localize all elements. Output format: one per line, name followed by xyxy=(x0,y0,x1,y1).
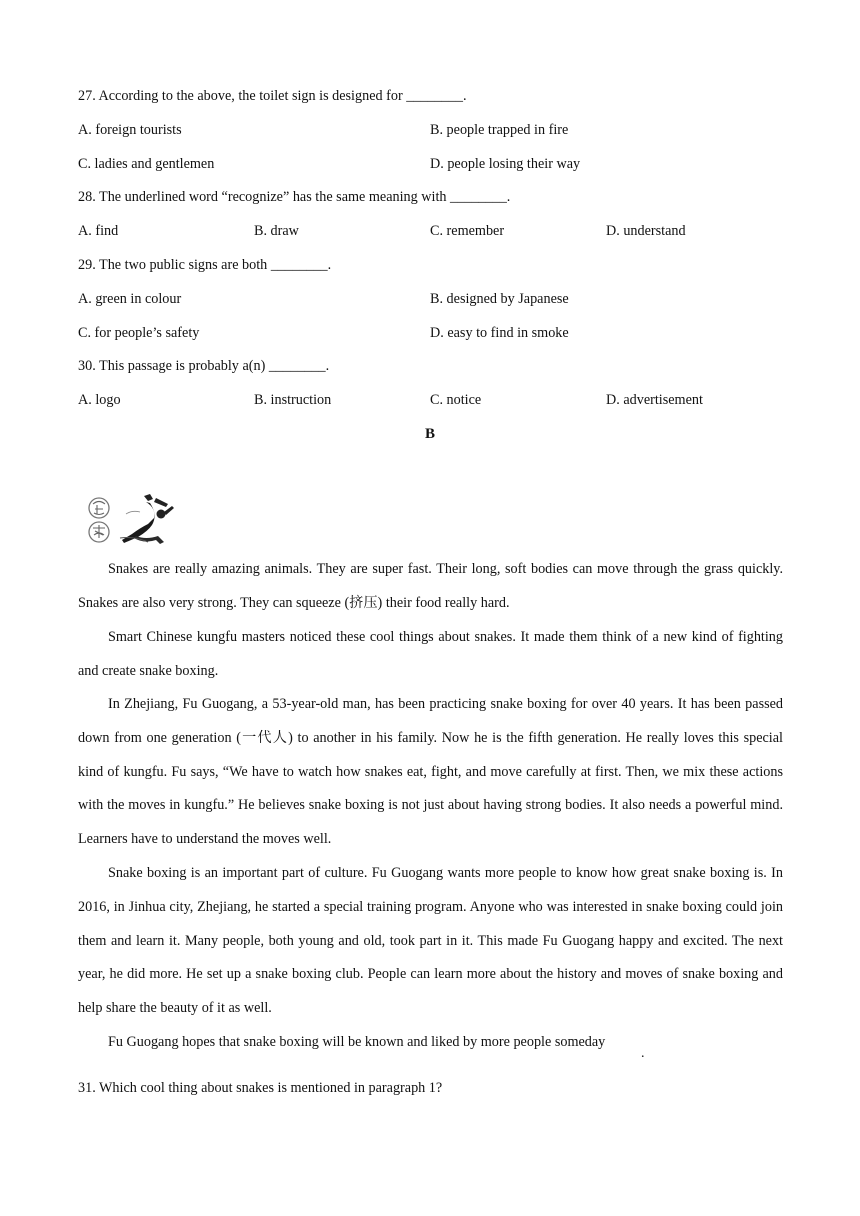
question-27-option-c: C. ladies and gentlemen xyxy=(78,156,215,172)
snake-boxing-stamp-icon xyxy=(86,492,176,548)
question-28-option-a: A. find xyxy=(78,223,119,239)
trailing-period: . xyxy=(641,1046,645,1061)
question-29-option-c: C. for people’s safety xyxy=(78,325,200,341)
question-27-option-d: D. people losing their way xyxy=(430,156,581,172)
question-27-option-b: B. people trapped in fire xyxy=(430,122,569,138)
question-28-stem: 28. The underlined word “recognize” has the same meaning with ________. xyxy=(78,189,511,205)
section-b-title: B xyxy=(424,426,435,442)
question-30-option-b: B. instruction xyxy=(254,392,332,408)
question-27-option-a: A. foreign tourists xyxy=(78,122,182,138)
question-30-option-d: D. advertisement xyxy=(606,392,703,408)
passage-paragraph-4: Snake boxing is an important part of culture. Fu Guogang wants more people to know how great snake boxing is. In 2016, in Jinhua city, Zhejiang, he started a special training program. Anyone who was interested in snake boxing could join them and learn it. Many people, both young and old, took part in it. This made Fu Guogang happy and excited. The next year, he did more. He set up a snake boxing club. People can learn more about the history and moves of snake boxing and help share the beauty of it as well. xyxy=(78,865,783,1017)
passage-paragraph-5: Fu Guogang hopes that snake boxing will be known and liked by more people someday xyxy=(108,1034,606,1050)
question-27-stem: 27. According to the above, the toilet sign is designed for ________. xyxy=(78,88,467,104)
passage-paragraph-2: Smart Chinese kungfu masters noticed these cool things about snakes. It made them think of a new kind of fighting and create snake boxing. xyxy=(78,629,783,679)
question-28-option-b: B. draw xyxy=(254,223,299,239)
question-30-option-a: A. logo xyxy=(78,392,121,408)
question-29-option-b: B. designed by Japanese xyxy=(430,291,569,307)
question-28-option-c: C. remember xyxy=(430,223,505,239)
passage-paragraph-3: In Zhejiang, Fu Guogang, a 53-year-old man, has been practicing snake boxing for over 40 years. It has been passed down from one generation (一代人) to another in his family. Now he is the fifth generation. He really loves this special kind of kungfu. Fu says, “We have to watch how snakes eat, fight, and move carefully at first. Then, we mix these actions with the moves in kungfu.” He believes snake boxing is not just about having strong bodies. It also needs a powerful mind. Learners have to understand the moves well. xyxy=(78,696,783,848)
question-29-stem: 29. The two public signs are both ________. xyxy=(78,257,332,273)
passage-paragraph-1: Snakes are really amazing animals. They are super fast. Their long, soft bodies can move through the grass quickly. Snakes are also very strong. They can squeeze (挤压) their food really hard. xyxy=(78,561,783,611)
question-29-option-d: D. easy to find in smoke xyxy=(430,325,569,341)
question-29-option-a: A. green in colour xyxy=(78,291,182,307)
question-30-option-c: C. notice xyxy=(430,392,482,408)
question-30-stem: 30. This passage is probably a(n) ________. xyxy=(78,358,330,374)
kungfu-figure-icon xyxy=(120,494,174,544)
question-28-option-d: D. understand xyxy=(606,223,686,239)
question-31-stem: 31. Which cool thing about snakes is mentioned in paragraph 1? xyxy=(78,1080,443,1096)
snake-boxing-illustration xyxy=(86,492,176,548)
